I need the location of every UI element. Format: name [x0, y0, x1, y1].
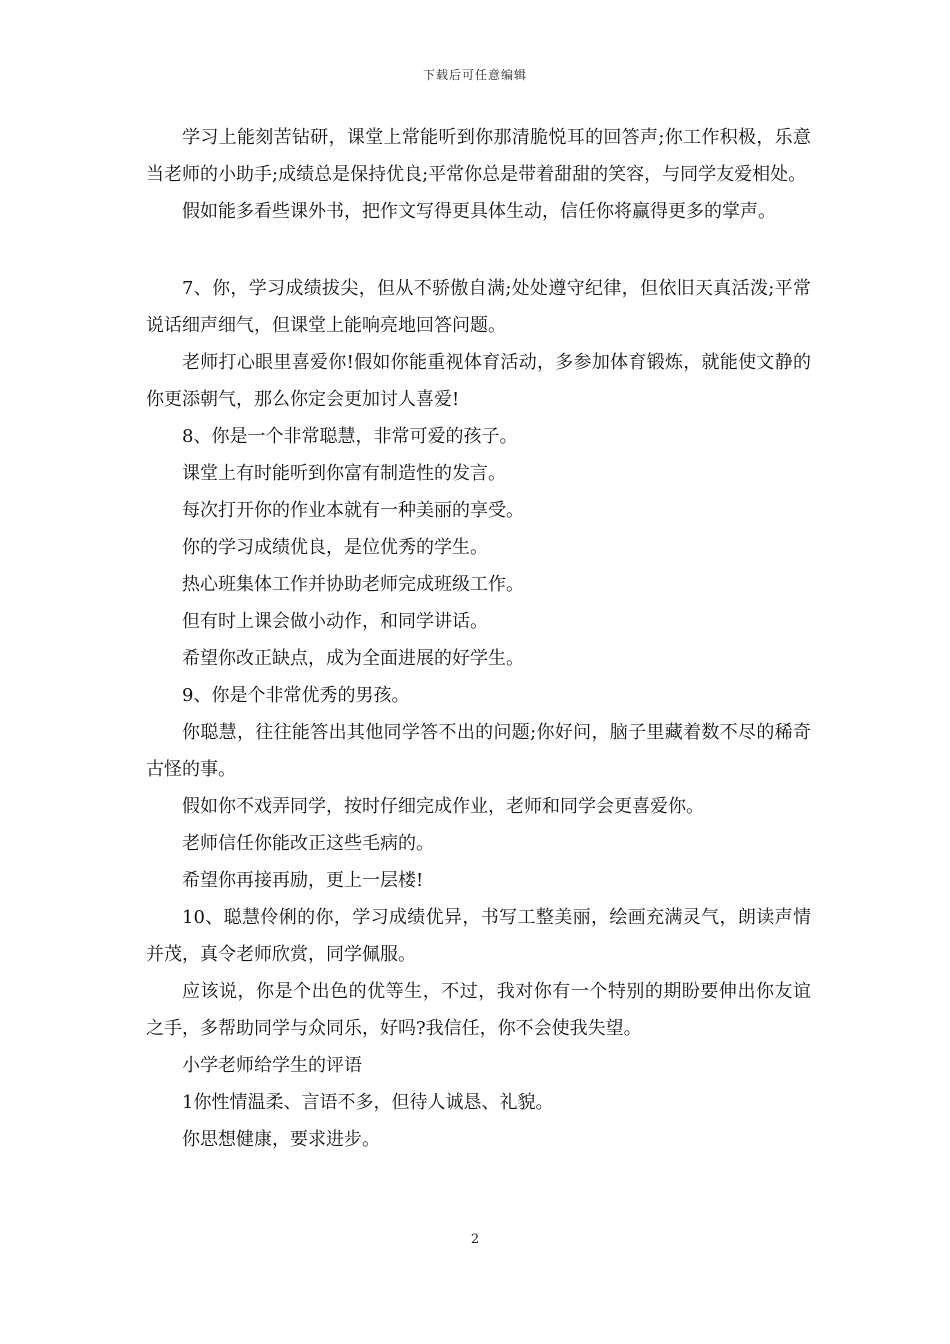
paragraph: 7、你，学习成绩拔尖，但从不骄傲自满;处处遵守纪律，但依旧天真活泼;平常说话细声细气，但课堂上能响亮地回答问题。 — [146, 278, 811, 336]
section-heading: 小学老师给学生的评语 — [182, 1055, 362, 1076]
paragraph: 你的学习成绩优良，是位优秀的学生。 — [182, 537, 488, 558]
paragraph: 希望你再接再励，更上一层楼! — [182, 870, 424, 891]
paragraph: 老师打心眼里喜爱你!假如你能重视体育活动，多参加体育锻炼，就能使文静的你更添朝气，那么你定会更加讨人喜爱! — [146, 352, 811, 410]
paragraph: 希望你改正缺点，成为全面进展的好学生。 — [182, 648, 524, 669]
paragraph: 你聪慧，往往能答出其他同学答不出的问题;你好问，脑子里藏着数不尽的稀奇古怪的事。 — [146, 722, 811, 780]
paragraph: 1你性情温柔、言语不多，但待人诚恳、礼貌。 — [182, 1092, 554, 1113]
paragraph: 课堂上有时能听到你富有制造性的发言。 — [182, 463, 506, 484]
paragraph: 10、聪慧伶俐的你，学习成绩优异，书写工整美丽，绘画充满灵气，朗读声情并茂，真令老师欣赏，同学佩服。 — [146, 907, 811, 965]
paragraph: 学习上能刻苦钻研，课堂上常能听到你那清脆悦耳的回答声;你工作积极，乐意当老师的小助手;成绩总是保持优良;平常你总是带着甜甜的笑容，与同学友爱相处。 — [146, 127, 811, 185]
paragraph: 假如能多看些课外书，把作文写得更具体生动，信任你将赢得更多的掌声。 — [182, 201, 776, 222]
page-header: 下载后可任意编辑 — [422, 68, 527, 82]
paragraph: 9、你是个非常优秀的男孩。 — [182, 685, 410, 706]
paragraph: 应该说，你是个出色的优等生，不过，我对你有一个特别的期盼要伸出你友谊之手，多帮助同学与众同乐，好吗?我信任，你不会使我失望。 — [146, 981, 811, 1039]
document-body — [146, 119, 811, 1158]
paragraph: 但有时上课会做小动作，和同学讲话。 — [182, 611, 488, 632]
paragraph: 8、你是一个非常聪慧，非常可爱的孩子。 — [182, 426, 518, 447]
page-number: 2 — [470, 1232, 480, 1247]
paragraph: 热心班集体工作并协助老师完成班级工作。 — [182, 574, 524, 595]
paragraph: 老师信任你能改正这些毛病的。 — [182, 833, 434, 854]
paragraph: 你思想健康，要求进步。 — [182, 1129, 380, 1150]
paragraph: 假如你不戏弄同学，按时仔细完成作业，老师和同学会更喜爱你。 — [182, 796, 704, 817]
paragraph: 每次打开你的作业本就有一种美丽的享受。 — [182, 500, 524, 521]
paragraph-spacer — [146, 230, 811, 270]
